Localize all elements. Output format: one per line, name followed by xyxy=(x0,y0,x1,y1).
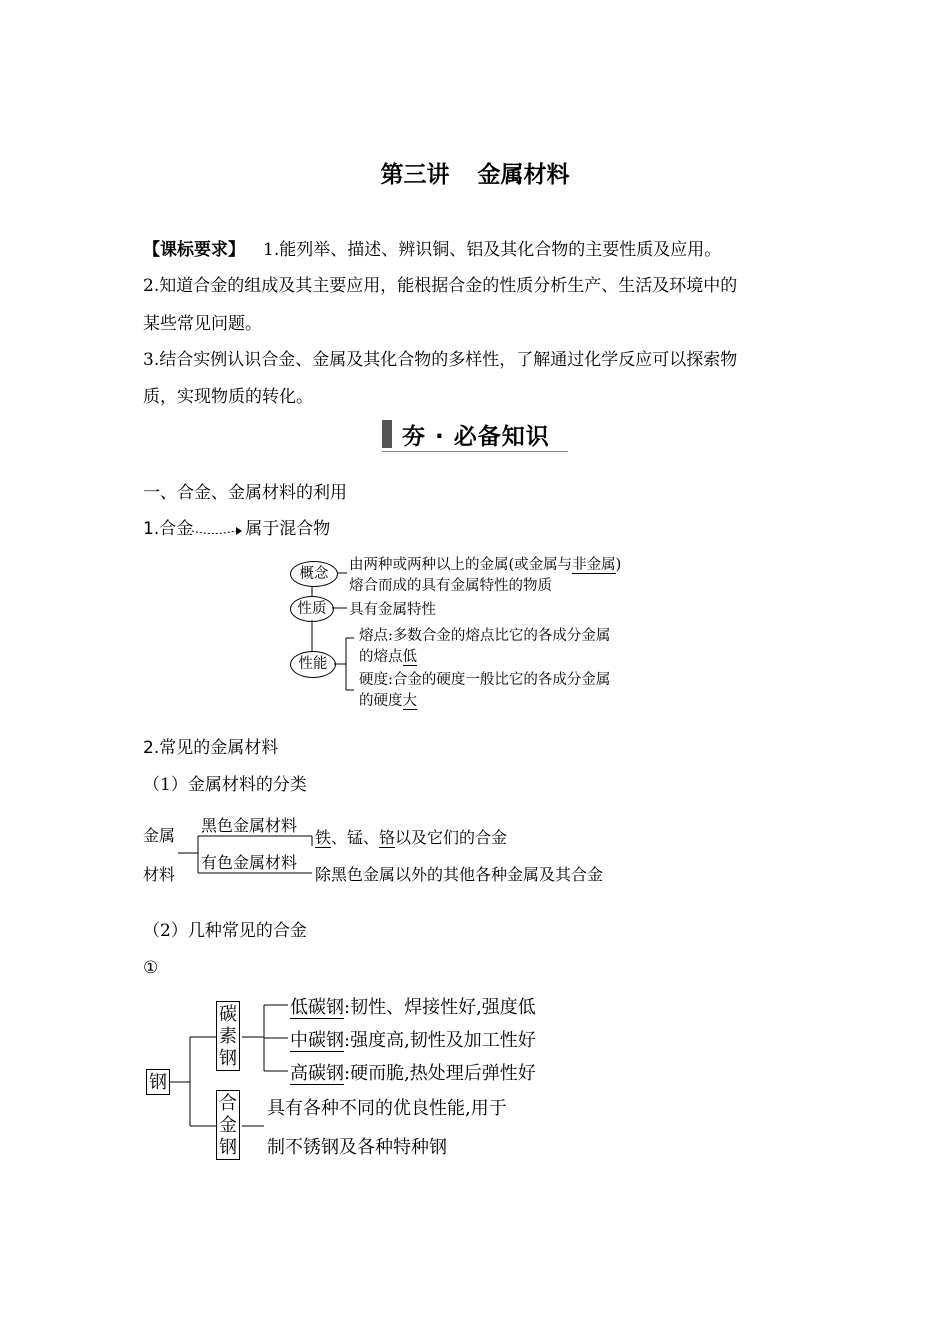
ferrous-alloys: 以及它们的合金 xyxy=(395,828,508,847)
low-carbon-desc: :韧性、焊接性好,强度低 xyxy=(344,997,536,1018)
hardness-line2 xyxy=(359,689,417,710)
carbon-steel-box xyxy=(216,1001,240,1071)
title-part1: 第三讲 xyxy=(380,162,450,188)
subheading-alloys: （2）几种常见的合金 xyxy=(143,921,307,941)
ferrous-chromium: 铬 xyxy=(379,828,396,847)
medium-carbon-steel xyxy=(290,1026,536,1052)
property-text: 具有金属特性 xyxy=(349,602,436,618)
high-carbon-steel xyxy=(290,1059,536,1085)
low-carbon-label: 低碳钢 xyxy=(290,997,344,1018)
performance-oval: 性能 xyxy=(290,651,336,678)
carbon-steel-char1: 碳 xyxy=(219,1004,237,1025)
steel-root-box: 钢 xyxy=(146,1069,170,1095)
low-carbon-steel xyxy=(290,993,536,1019)
ferrous-label: 黑色金属材料 xyxy=(201,816,298,835)
standards-label: 【课标要求】 xyxy=(143,240,245,260)
medium-carbon-label: 中碳钢 xyxy=(290,1030,344,1051)
high-carbon-label: 高碳钢 xyxy=(290,1063,344,1084)
standards-req1: 1.能列举、描述、辨识铜、铝及其化合物的主要性质及应用。 xyxy=(263,240,722,260)
carbon-steel-char2: 素 xyxy=(219,1026,237,1047)
ferrous-manganese: 、锰、 xyxy=(331,828,380,847)
alloy-steel-char2: 金 xyxy=(219,1115,237,1136)
property-oval: 性质 xyxy=(290,596,334,622)
standards-req2-line2: 某些常见问题。 xyxy=(143,314,262,334)
banner-text: 夯 · 必备知识 xyxy=(402,424,550,450)
classify-root-line2: 材料 xyxy=(143,865,176,884)
hardness-line1: 硬度:合金的硬度一般比它的各成分金属 xyxy=(359,672,611,688)
section1-heading: 一、合金、金属材料的利用 xyxy=(143,483,347,503)
ferrous-iron: 铁 xyxy=(315,828,332,847)
section2-heading: 2.常见的金属材料 xyxy=(143,738,279,758)
alloy-steel-line2: 制不锈钢及各种特种钢 xyxy=(267,1137,447,1158)
melting-answer: 低 xyxy=(402,649,417,665)
alloy-steel-char3: 钢 xyxy=(219,1137,237,1158)
alloy-note: 属于混合物 xyxy=(245,519,331,539)
standards-req3-line1: 3.结合实例认识合金、金属及其化合物的多样性，了解通过化学反应可以探索物 xyxy=(143,350,738,370)
concept-text-nonmetal: 非金属 xyxy=(572,557,616,573)
standards-req3-line2: 质，实现物质的转化。 xyxy=(143,387,313,407)
alloy-steel-char1: 合 xyxy=(219,1093,237,1114)
concept-oval: 概念 xyxy=(290,561,338,587)
alloy-steel-box xyxy=(216,1090,240,1160)
nonferrous-desc: 除黑色金属以外的其他各种金属及其合金 xyxy=(315,865,604,884)
circle-number-1: ① xyxy=(143,958,159,978)
hardness-text: 的硬度 xyxy=(359,693,403,709)
alloy-label: 1.合金 xyxy=(143,519,194,539)
standards-req2-line1: 2.知道合金的组成及其主要应用，能根据合金的性质分析生产、生活及环境中的 xyxy=(143,276,738,296)
concept-line2: 熔合而成的具有金属特性的物质 xyxy=(349,578,552,594)
melting-line1: 熔点:多数合金的熔点比它的各成分金属 xyxy=(359,628,611,644)
melting-text: 的熔点 xyxy=(359,649,403,665)
ferrous-desc xyxy=(315,825,507,848)
nonferrous-label: 有色金属材料 xyxy=(201,853,298,872)
subheading-classification: （1）金属材料的分类 xyxy=(143,775,307,795)
concept-text-a: 由两种或两种以上的金属(或金属与 xyxy=(349,557,573,573)
alloy-steel-line1: 具有各种不同的优良性能,用于 xyxy=(267,1098,507,1119)
carbon-steel-char3: 钢 xyxy=(219,1048,237,1069)
hardness-answer: 大 xyxy=(402,693,417,709)
title-part2: 金属材料 xyxy=(477,162,570,188)
medium-carbon-desc: :强度高,韧性及加工性好 xyxy=(344,1030,536,1051)
concept-line1 xyxy=(349,553,621,574)
concept-text-c: ) xyxy=(615,557,622,573)
melting-line2 xyxy=(359,645,417,666)
high-carbon-desc: :硬而脆,热处理后弹性好 xyxy=(344,1063,536,1084)
classify-root-line1: 金属 xyxy=(143,826,176,845)
